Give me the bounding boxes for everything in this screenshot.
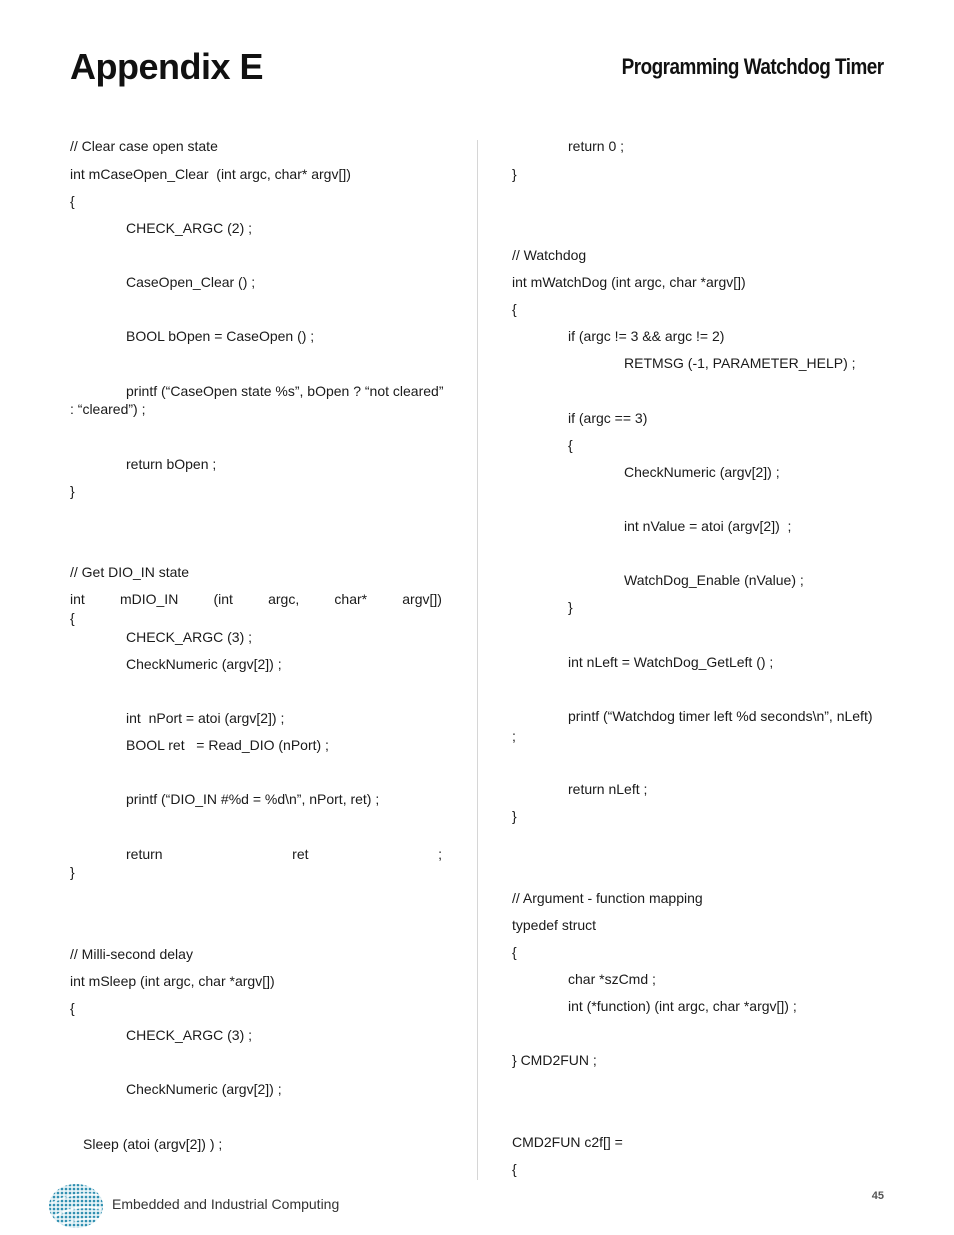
code-line: { xyxy=(512,301,517,317)
code-line: } CMD2FUN ; xyxy=(512,1052,597,1068)
code-line: CHECK_ARGC (3) ; xyxy=(126,1027,253,1043)
code-line-justified xyxy=(126,845,442,863)
code-line: BOOL bOpen = CaseOpen () ; xyxy=(126,328,315,344)
code-line: int nValue = atoi (argv[2]) ; xyxy=(624,518,792,534)
page-title: Appendix E xyxy=(70,46,264,87)
code-token: mDIO_IN xyxy=(119,591,179,607)
code-line: printf (“Watchdog timer left %d seconds\n”, nLeft) xyxy=(568,708,873,724)
code-token: char* xyxy=(334,591,368,607)
code-line: Sleep (atoi (argv[2]) ) ; xyxy=(83,1136,223,1152)
column-divider xyxy=(477,140,478,1180)
code-line: return bOpen ; xyxy=(126,456,217,472)
code-line: } xyxy=(70,864,75,880)
footer-company: Embedded and Industrial Computing xyxy=(112,1196,340,1212)
code-line: CaseOpen_Clear () ; xyxy=(126,274,256,290)
code-line: { xyxy=(70,193,75,209)
code-line: printf (“CaseOpen state %s”, bOpen ? “not cleared” xyxy=(126,383,444,399)
code-line: if (argc == 3) xyxy=(568,410,648,426)
code-line-justified xyxy=(70,590,442,608)
section-title: Programming Watchdog Timer xyxy=(621,54,884,79)
code-line: typedef struct xyxy=(512,917,597,933)
code-line: CheckNumeric (argv[2]) ; xyxy=(624,464,780,480)
code-line: BOOL ret = Read_DIO (nPort) ; xyxy=(126,737,329,753)
code-line: int nPort = atoi (argv[2]) ; xyxy=(126,710,285,726)
code-token: ret xyxy=(292,846,309,862)
code-line: CheckNumeric (argv[2]) ; xyxy=(126,1081,282,1097)
code-line: int mSleep (int argc, char *argv[]) xyxy=(70,973,275,989)
code-line: { xyxy=(512,944,517,960)
code-line: : “cleared”) ; xyxy=(70,401,146,417)
code-token: argv[]) xyxy=(402,591,442,607)
code-line: CMD2FUN c2f[] = xyxy=(512,1134,623,1150)
code-line: int mWatchDog (int argc, char *argv[]) xyxy=(512,274,746,290)
code-line: { xyxy=(568,437,573,453)
code-line: return 0 ; xyxy=(568,138,625,154)
code-line: CHECK_ARGC (2) ; xyxy=(126,220,253,236)
code-line: CheckNumeric (argv[2]) ; xyxy=(126,656,282,672)
code-token: int xyxy=(70,591,85,607)
code-line: int mCaseOpen_Clear (int argc, char* argv[]) xyxy=(70,166,351,182)
code-line: int (*function) (int argc, char *argv[]) ; xyxy=(568,998,797,1014)
code-token: return xyxy=(126,846,163,862)
code-line: } xyxy=(512,808,517,824)
code-line: } xyxy=(70,483,75,499)
page-number: 45 xyxy=(871,1190,884,1202)
globe-logo-icon xyxy=(48,1183,104,1229)
code-line: RETMSG (-1, PARAMETER_HELP) ; xyxy=(624,355,856,371)
code-line: } xyxy=(512,166,517,182)
code-line: WatchDog_Enable (nValue) ; xyxy=(624,572,804,588)
code-token: ; xyxy=(438,846,442,862)
code-line: { xyxy=(70,1000,75,1016)
code-comment: // Clear case open state xyxy=(70,138,218,154)
code-line: int nLeft = WatchDog_GetLeft () ; xyxy=(568,654,774,670)
code-line: printf (“DIO_IN #%d = %d\n”, nPort, ret) ; xyxy=(126,791,380,807)
code-line: char *szCmd ; xyxy=(568,971,656,987)
code-comment: // Argument - function mapping xyxy=(512,890,703,906)
code-comment: // Get DIO_IN state xyxy=(70,564,190,580)
code-token: argc, xyxy=(268,591,300,607)
code-line: { xyxy=(512,1161,517,1177)
code-line: ; xyxy=(512,728,516,744)
code-line: { xyxy=(70,610,75,626)
code-token: (int xyxy=(213,591,233,607)
code-comment: // Watchdog xyxy=(512,247,587,263)
code-line: CHECK_ARGC (3) ; xyxy=(126,629,253,645)
code-comment: // Milli-second delay xyxy=(70,946,193,962)
code-line: if (argc != 3 && argc != 2) xyxy=(568,328,725,344)
code-line: } xyxy=(568,599,573,615)
code-line: return nLeft ; xyxy=(568,781,648,797)
